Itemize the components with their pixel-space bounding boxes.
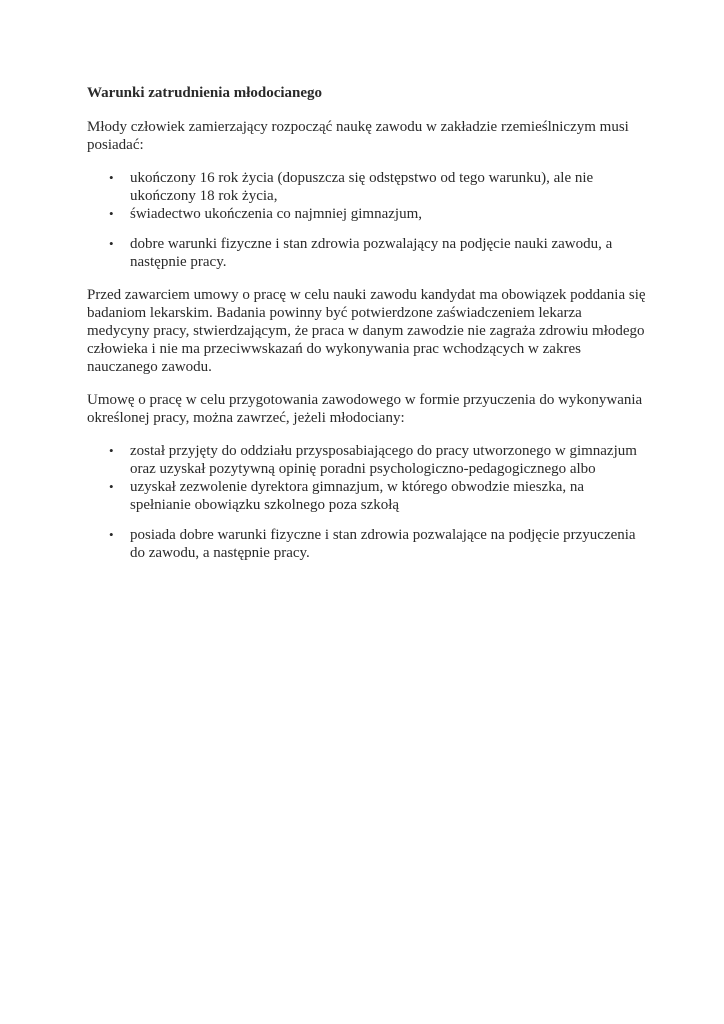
bullet-icon: •	[109, 479, 114, 494]
list-item	[87, 205, 647, 223]
medical-paragraph: Przed zawarciem umowy o pracę w celu nauki zawodu kandydat ma obowiązek poddania się badaniom lekarskim. Badania powinny być potwierdzone zaświadczeniem lekarza medycyny pracy, stwierdzającym, że praca w danym zawodzie nie zagraża zdrowiu młodego człowieka i nie ma przeciwwskazań do wykonywania prac wchodzących w zakres nauczanego zawodu.	[87, 287, 646, 375]
list-item	[87, 169, 647, 205]
list-item-text: świadectwo ukończenia co najmniej gimnazjum,	[130, 206, 422, 222]
document-page	[87, 84, 647, 577]
bullet-icon: •	[109, 236, 114, 251]
intro-paragraph: Młody człowiek zamierzający rozpocząć naukę zawodu w zakładzie rzemieślniczym musi posiadać:	[87, 119, 629, 153]
list-item	[87, 478, 647, 514]
list-item	[87, 235, 647, 271]
requirements-list	[87, 169, 647, 271]
bullet-icon: •	[109, 170, 114, 185]
conditions-list	[87, 442, 647, 562]
document-title: Warunki zatrudnienia młodocianego	[87, 85, 323, 101]
list-item-text: dobre warunki fizyczne i stan zdrowia pozwalający na podjęcie nauki zawodu, a następnie pracy.	[130, 236, 613, 270]
bullet-icon: •	[109, 527, 114, 542]
contract-paragraph: Umowę o pracę w celu przygotowania zawodowego w formie przyuczenia do wykonywania określonej pracy, można zawrzeć, jeżeli młodociany:	[87, 392, 643, 426]
list-item	[87, 442, 647, 478]
list-item	[87, 526, 647, 562]
bullet-icon: •	[109, 206, 114, 221]
list-item-text: posiada dobre warunki fizyczne i stan zdrowia pozwalające na podjęcie przyuczenia do zawodu, a następnie pracy.	[130, 527, 636, 561]
list-item-text: uzyskał zezwolenie dyrektora gimnazjum, w którego obwodzie mieszka, na spełnianie obowiązku szkolnego poza szkołą	[130, 479, 585, 513]
list-item-text: został przyjęty do oddziału przysposabiającego do pracy utworzonego w gimnazjum oraz uzyskał pozytywną opinię poradni psychologiczno-pedagogicznego albo	[130, 443, 637, 477]
list-item-text: ukończony 16 rok życia (dopuszcza się odstępstwo od tego warunku), ale nie ukończony 18 rok życia,	[130, 170, 594, 204]
bullet-icon: •	[109, 443, 114, 458]
